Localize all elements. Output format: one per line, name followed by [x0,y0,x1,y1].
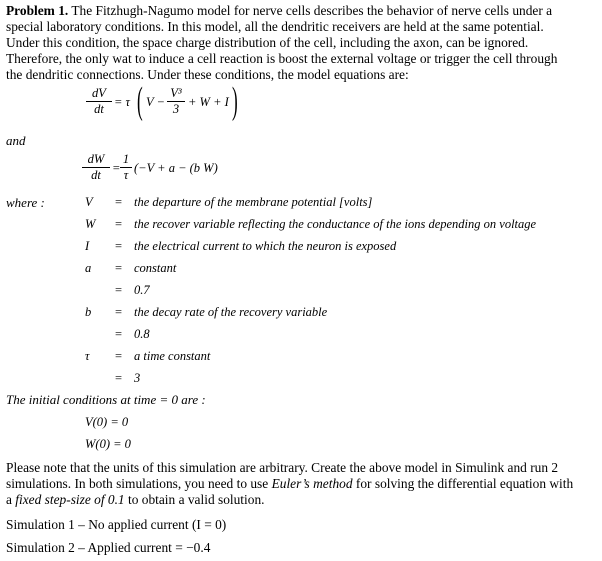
note-line-3: a fixed step-size of 0.1 to obtain a valid solution. [6,492,265,507]
definition-row: a = constant [85,261,177,275]
intro-line-1: Problem 1. The Fitzhugh-Nagumo model for nerve cells describes the behavior of nerve cells under a [6,3,553,18]
note-line-2: simulations. In both simulations, you need to use Euler’s method for solving the differential equation with [6,476,574,491]
eq1-right-paren: ) [232,80,238,122]
definition-row: = 0.8 [115,327,150,341]
one-over-tau: $\frac{1}{\tau}$ [120,152,132,183]
intro-line-5: the dendritic connections. Under these conditions, the model equations are: [6,67,409,82]
intro-line-3: Under this condition, the space charge distribution of the cell, including the axon, can be ignored. [6,35,529,50]
note-paragraph [6,460,598,508]
definition-row: V = the departure of the membrane potential [volts] [85,195,373,209]
eq1-equals-tau: = τ [114,95,131,109]
definition-row: I = the electrical current to which the neuron is exposed [85,239,397,253]
problem-label: Problem 1. [6,3,69,18]
definition-row: b = the decay rate of the recovery variable [85,305,328,319]
intro-line-2: special laboratory conditions. In this model, all the dendritic receivers are held at the same potential. [6,19,544,34]
dv-dt-fraction: $\frac{dV}{dt}$ [86,86,112,117]
definition-row: W = the recover variable reflecting the conductance of the ions depending on voltage [85,217,537,231]
note-line-1: Please note that the units of this simulation are arbitrary. Create the above model in Simulink and run 2 [6,460,559,475]
eq1-left-paren: ( [137,80,143,122]
initial-w0: W(0) = 0 [85,437,131,451]
v-cubed-over-3: $\frac{\text{V³}}{3}$ [167,86,185,117]
intro-line-4: Therefore, the only wat to induce a cell reaction is boost the external voltage or trigger the cell through [6,51,558,66]
dw-dt-fraction: $\frac{dW}{dt}$ [82,152,110,183]
and-label: and [6,133,26,148]
intro-paragraph [6,3,598,83]
eq1-tail: + W + I [188,95,229,109]
initial-conditions-heading: The initial conditions at time = 0 are : [6,392,206,407]
eq1-v-minus: V − [146,95,165,109]
definition-row: τ = a time constant [85,349,211,363]
eq2-rhs: (−V + a − (b W) [134,161,218,175]
simulation-2: Simulation 2 – Applied current = −0.4 [6,540,211,555]
simulation-1: Simulation 1 – No applied current (I = 0) [6,517,227,532]
eq2-equals: = [112,161,121,175]
where-label: where : [6,195,45,210]
definition-row: = 3 [115,371,141,385]
initial-v0: V(0) = 0 [85,415,129,429]
definition-row: = 0.7 [115,283,150,297]
